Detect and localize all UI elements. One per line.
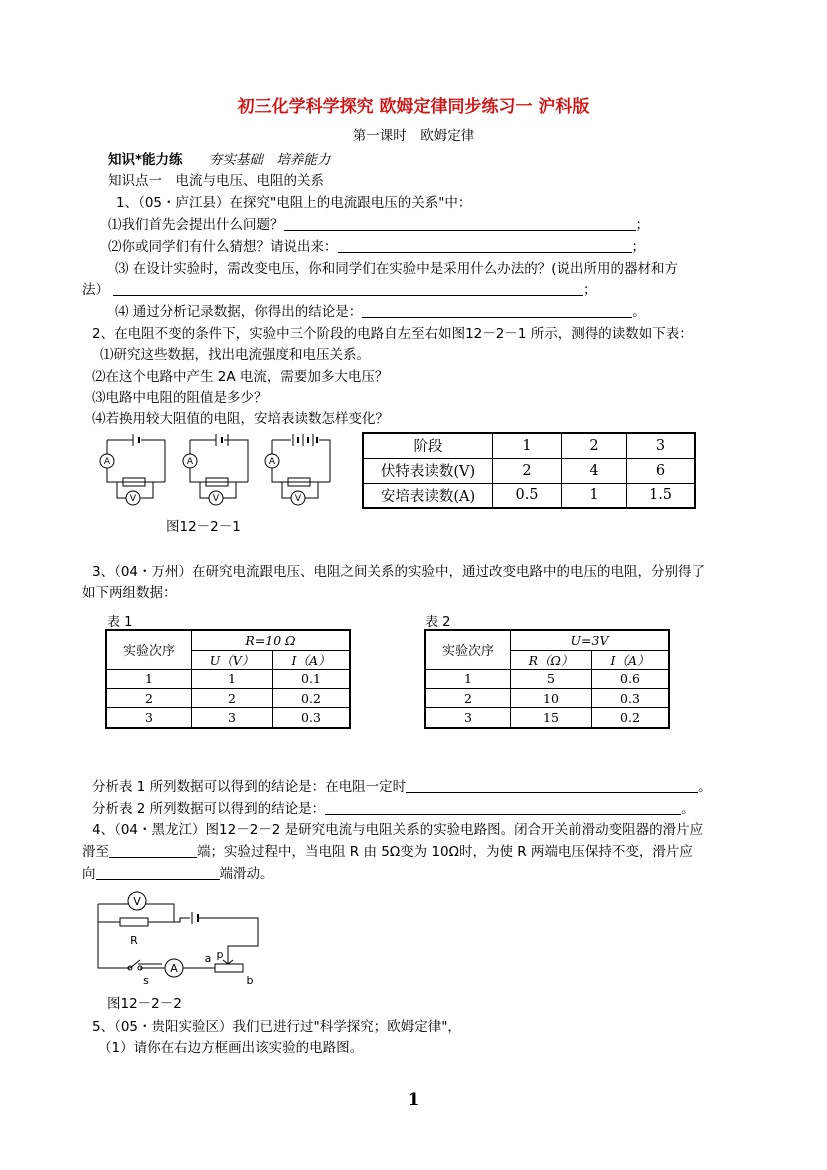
- q4-line2-end: 端；实验过程中，当电阻 R 由 5Ω变为 10Ω时，为使 R 两端电压保持不变，滑片应: [197, 844, 693, 860]
- table-cell: 2: [425, 688, 511, 707]
- q4-line1: 4、（04・黑龙江）图12－2－2 是研究电流与电阻关系的实验电路图。闭合开关前滑动变阻器的滑片应: [92, 822, 704, 838]
- ammeter-label: A: [268, 457, 276, 467]
- table-header-cell: R（Ω）: [511, 650, 592, 669]
- ammeter-label: A: [186, 457, 194, 467]
- switch-label: s: [143, 974, 149, 987]
- q1-sub2: [108, 235, 645, 255]
- q3-stem-cont: 如下两组数据：: [82, 585, 177, 601]
- table-header-cell: R=10 Ω: [192, 630, 351, 650]
- voltmeter-label: V: [294, 494, 302, 504]
- resistor-label: R: [130, 934, 138, 947]
- q2-sub3: ⑶电路中电阻的阻值是多少？: [92, 390, 268, 406]
- q3-conclusion-1: [92, 775, 712, 795]
- slider-label: p: [216, 948, 224, 961]
- table-row: [425, 708, 669, 728]
- voltmeter-label: V: [133, 895, 141, 908]
- q3-c2-end: 。: [681, 801, 695, 817]
- knowledge-point: 知识点一 电流与电压、电阻的关系: [108, 173, 324, 189]
- data-table-1: [105, 629, 351, 729]
- table-cell: 0.3: [592, 688, 670, 707]
- q1-stem: 1、（05・庐江县）在探究"电阻上的电流跟电压的关系"中：: [116, 195, 472, 211]
- q4-line3-start: 向: [82, 866, 96, 882]
- table-cell: 2: [562, 433, 627, 458]
- q2-stem: 2、在电阻不变的条件下，实验中三个阶段的电路自左至右如图12－2－1 所示，测得的读数如下表：: [92, 326, 693, 342]
- table-cell: 阶段: [363, 433, 493, 458]
- section-head: 知识*能力练: [108, 152, 183, 168]
- data-table-2: [424, 629, 670, 729]
- table-cell: 2: [192, 688, 273, 707]
- table-cell: 6: [627, 458, 696, 483]
- table-cell: 1: [493, 433, 562, 458]
- answer-blank[interactable]: [109, 844, 197, 858]
- answer-blank[interactable]: [284, 217, 636, 231]
- reading-table: [362, 432, 696, 509]
- table-cell: 2: [106, 688, 192, 707]
- section-slogan: 夯实基础 培养能力: [208, 152, 331, 168]
- table-cell: 3: [425, 708, 511, 728]
- q2-sub1: ⑴研究这些数据，找出电流强度和电压关系。: [100, 347, 370, 363]
- table-row: [106, 669, 350, 688]
- table-row: [106, 708, 350, 728]
- figure-caption: 图12－2－2: [107, 996, 182, 1012]
- q4-line3: [82, 862, 274, 882]
- table-row: [106, 688, 350, 707]
- rheostat-end-a-label: a: [204, 952, 212, 965]
- q1-sub4: [115, 300, 646, 320]
- q3-stem: 3、（04・万州）在研究电流跟电压、电阻之间关系的实验中，通过改变电路中的电压的电阻，分别得了: [92, 564, 706, 580]
- answer-blank[interactable]: [338, 239, 632, 253]
- table-header-cell: 实验次序: [106, 630, 192, 669]
- table-cell: 伏特表读数(V): [363, 458, 493, 483]
- q3-c2-text: 分析表 2 所列数据可以得到的结论是：: [92, 801, 326, 817]
- table-cell: 2: [493, 458, 562, 483]
- table-row: [425, 669, 669, 688]
- table1-label: 表 1: [107, 615, 133, 630]
- q1-sub1-end: ；: [635, 217, 649, 233]
- q4-line2-start: 滑至: [82, 844, 109, 860]
- q3-c1-end: 。: [698, 779, 712, 795]
- table-cell: 1: [192, 669, 273, 688]
- table-cell: 4: [562, 458, 627, 483]
- table-cell: 1: [425, 669, 511, 688]
- resistor-icon: [120, 918, 148, 926]
- voltmeter-label: V: [212, 494, 220, 504]
- q1-sub1: [108, 213, 649, 233]
- page-title: 初三化学科学探究 欧姆定律同步练习一 沪科版: [237, 97, 590, 117]
- rheostat-end-b-label: b: [246, 974, 254, 987]
- q1-sub4-end: 。: [632, 304, 646, 320]
- table-cell: 1.5: [627, 483, 696, 508]
- circuit-figure-12-2-2: [90, 888, 270, 988]
- q5-stem: 5、（05・贵阳实验区）我们已进行过"科学探究；欧姆定律"，: [92, 1019, 461, 1035]
- table-cell: 3: [106, 708, 192, 728]
- q4-line2: [82, 840, 693, 860]
- ammeter-label: A: [170, 962, 178, 975]
- page-subtitle: 第一课时 欧姆定律: [352, 128, 475, 144]
- table-cell: 3: [627, 433, 696, 458]
- table-row: [425, 688, 669, 707]
- table-cell: 0.1: [273, 669, 351, 688]
- q1-sub3-cont: [82, 278, 597, 298]
- q3-c1-text: 分析表 1 所列数据可以得到的结论是：在电阻一定时: [92, 779, 407, 795]
- table-cell: 安培表读数(A): [363, 483, 493, 508]
- q5-sub1: （1）请你在右边方框画出该实验的电路图。: [98, 1040, 364, 1056]
- table-cell: 0.2: [273, 688, 351, 707]
- table-header-cell: U（V）: [192, 650, 273, 669]
- q1-sub3: ⑶ 在设计实验时，需改变电压，你和同学们在实验中是采用什么办法的？(说出所用的器材和方: [115, 261, 679, 277]
- table-header-cell: I（A）: [273, 650, 351, 669]
- q1-sub2-end: ；: [631, 239, 645, 255]
- table-cell: 3: [192, 708, 273, 728]
- table-row: [425, 630, 669, 650]
- table-row: [106, 630, 350, 650]
- answer-blank[interactable]: [113, 282, 583, 296]
- table-cell: 0.6: [592, 669, 670, 688]
- answer-blank[interactable]: [406, 779, 698, 793]
- table-row: [363, 433, 695, 458]
- q1-sub3-cont-text: 法）: [82, 282, 109, 298]
- rheostat-icon: [215, 964, 243, 972]
- table-cell: 0.3: [273, 708, 351, 728]
- q1-sub3-end: ；: [583, 282, 597, 298]
- voltmeter-label: V: [129, 494, 137, 504]
- page-number: 1: [407, 1090, 420, 1110]
- figure-caption: 图12－2－1: [166, 519, 241, 535]
- table-cell: 1: [562, 483, 627, 508]
- q1-sub2-text: ⑵你或同学们有什么猜想？请说出来：: [108, 239, 338, 255]
- table-row: [363, 483, 695, 508]
- table-header-cell: U=3V: [511, 630, 670, 650]
- table-cell: 1: [106, 669, 192, 688]
- table-header-cell: 实验次序: [425, 630, 511, 669]
- table-cell: 0.5: [493, 483, 562, 508]
- q3-conclusion-2: [92, 797, 695, 817]
- ammeter-label: A: [103, 457, 111, 467]
- q1-sub4-text: ⑷ 通过分析记录数据，你得出的结论是：: [115, 304, 363, 320]
- table-cell: 10: [511, 688, 592, 707]
- table-row: [363, 458, 695, 483]
- table-header-cell: I（A）: [592, 650, 670, 669]
- circuit-figure-12-2-1: [95, 432, 345, 512]
- table-cell: 5: [511, 669, 592, 688]
- section-heading: [108, 148, 330, 168]
- answer-blank[interactable]: [362, 304, 632, 318]
- answer-blank[interactable]: [325, 801, 681, 815]
- q4-line3-end: 端滑动。: [219, 866, 274, 882]
- q2-sub2: ⑵在这个电路中产生 2A 电流，需要加多大电压？: [92, 369, 389, 385]
- table-cell: 15: [511, 708, 592, 728]
- table2-label: 表 2: [425, 615, 451, 630]
- table-cell: 0.2: [592, 708, 670, 728]
- answer-blank[interactable]: [96, 866, 220, 880]
- q1-sub1-text: ⑴我们首先会提出什么问题？: [108, 217, 284, 233]
- q2-sub4: ⑷若换用较大阻值的电阻，安培表读数怎样变化？: [92, 411, 389, 427]
